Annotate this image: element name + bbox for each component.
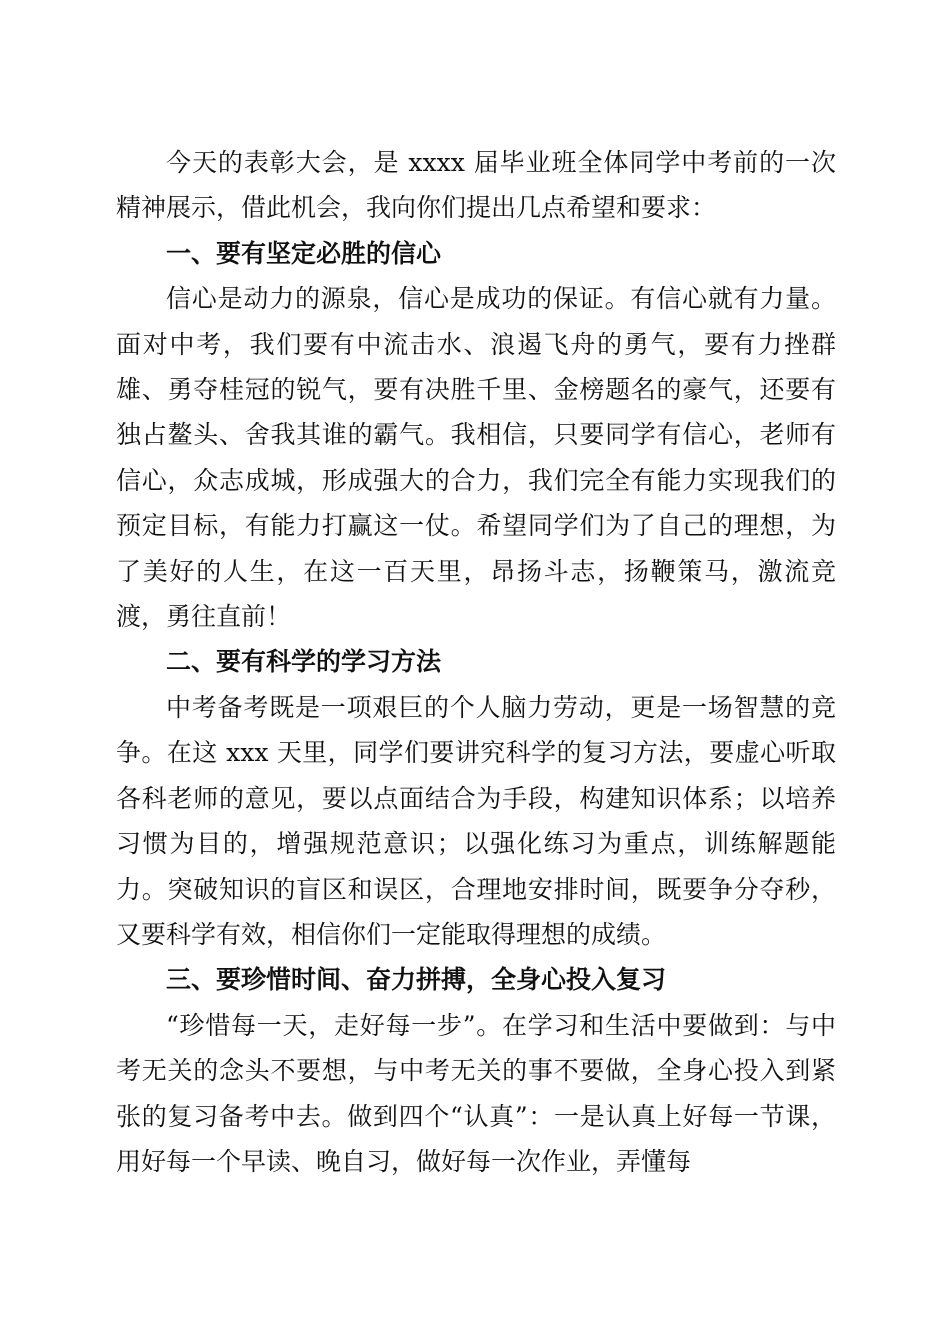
section-1-body: 信心是动力的源泉，信心是成功的保证。有信心就有力量。面对中考，我们要有中流击水、浪遏飞舟的勇气，要有力挫群雄、勇夺桂冠的锐气，要有决胜千里、金榜题名的豪气，还要有独占鳌头、舍我其谁的霸气。我相信，只要同学有信心，老师有信心，众志成城，形成强大的合力，我们完全有能力实现我们的预定目标，有能力打赢这一仗。希望同学们为了自己的理想，为了美好的人生，在这一百天里，昂扬斗志，扬鞭策马，激流竞渡，勇往直前！ xyxy=(116,284,836,632)
intro-paragraph: 今天的表彰大会，是 xxxx 届毕业班全体同学中考前的一次精神展示，借此机会，我向你们提出几点希望和要求： xyxy=(116,148,836,223)
section-2-body: 中考备考既是一项艰巨的个人脑力劳动，更是一场智慧的竞争。在这 xxx 天里，同学们要讲究科学的复习方法，要虚心听取各科老师的意见，要以点面结合为手段，构建知识体系；以培养习惯为目的，增强规范意识；以强化练习为重点，训练解题能力。突破知识的盲区和误区，合理地安排时间，既要争分夺秒，又要科学有效，相信你们一定能取得理想的成绩。 xyxy=(116,692,836,949)
section-3-heading: 三、要珍惜时间、奋力拼搏，全身心投入复习 xyxy=(166,965,667,995)
section-2-heading: 二、要有科学的学习方法 xyxy=(166,647,442,677)
section-3-body: “珍惜每一天，走好每一步”。在学习和生活中要做到：与中考无关的念头不要想，与中考无关的事不要做，全身心投入到紧张的复习备考中去。做到四个“认真”：一是认真上好每一节课，用好每一个早读、晚自习，做好每一次作业，弄懂每 xyxy=(116,1010,836,1176)
document-page xyxy=(116,140,836,1184)
section-1-heading: 一、要有坚定必胜的信心 xyxy=(166,238,442,268)
